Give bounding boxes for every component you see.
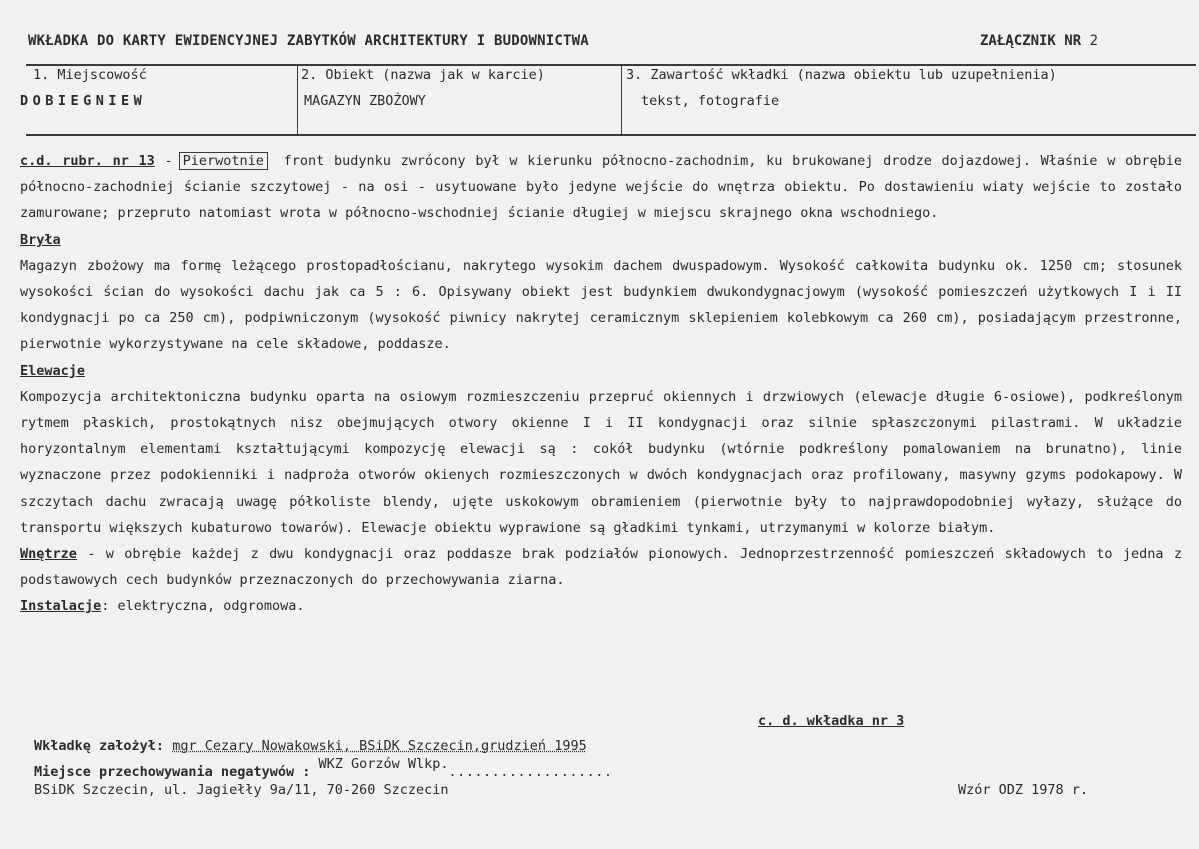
founder-line <box>34 738 587 754</box>
heading-elewacje: Elewacje <box>20 362 86 379</box>
table-divider-2 <box>621 64 622 136</box>
object-value: MAGAZYN ZBOŻOWY <box>304 93 426 109</box>
location-label: 1. Miejscowość <box>33 67 147 83</box>
paragraph-wnetrze <box>20 541 1182 593</box>
founder-label: Wkładkę założył: <box>34 738 165 754</box>
origin-text: front budynku zwrócony był w kierunku północno-zachodnim, ku brukowanej drodze dojazdowej. Właśnie w obrębie północno-zachodniej ścianie szczytowej - na osi - usytuowane było jedyne wejście do wnętrza obiektu. Po dostawieniu wiaty wejście to zostało zamurowane; przepruto natomiast wrota w północno-wschodniej ścianie długiej w miejscu skrajnego okna wschodniego. <box>20 153 1182 222</box>
contents-value: tekst, fotografie <box>641 93 780 109</box>
form-title: WKŁADKA DO KARTY EWIDENCYJNEJ ZABYTKÓW ARCHITEKTURY I BUDOWNICTWA <box>28 33 589 49</box>
wnetrze-text: - w obrębie każdej z dwu kondygnacji oraz poddasze brak podziałów pionowych. Jednoprzestrzenność pomieszczeń składowych to jedna z podstawowych cech budynków przeznaczonych do przechowywania ziarna. <box>20 546 1182 589</box>
negatives-dots: ................... <box>448 764 613 780</box>
table-bottom-rule <box>26 134 1196 136</box>
body-text <box>20 148 1182 620</box>
location-value: DOBIEGNIEW <box>20 93 147 109</box>
negatives-line <box>34 756 613 780</box>
paragraph-bryla: Magazyn zbożowy ma formę leżącego prostopadłościanu, nakrytego wysokim dachem dwuspadowym. Wysokość całkowita budynku ok. 1250 cm; stosunek wysokości ścian do wysokości dachu jak ca 5 : 6. Opisywany obiekt jest budynkiem dwukondygnacjowym (wysokość pomieszczeń użytkowych I i II kondygnacji po ca 250 cm), podpiwniczonym (wysokość piwnicy nakrytej ceramicznym sklepieniem kolebkowym ca 260 cm), posiadającym przestronne, pierwotnie wykorzystywane na cele składowe, poddasze. <box>20 257 1182 353</box>
form-version: Wzór ODZ 1978 r. <box>958 782 1089 798</box>
heading-bryla: Bryła <box>20 231 61 248</box>
negatives-label: Miejsce przechowywania negatywów : <box>34 764 311 780</box>
annex-value: 2 <box>1089 33 1099 49</box>
dash: - <box>164 153 173 169</box>
contents-label: 3. Zawartość wkładki (nazwa obiektu lub uzupełnienia) <box>626 67 1057 83</box>
heading-instalacje: Instalacje <box>20 598 102 615</box>
founder-value: mgr Cezary Nowakowski, BSiDK Szczecin,grudzień 1995 <box>172 738 587 754</box>
address: BSiDK Szczecin, ul. Jagiełły 9a/11, 70-260 Szczecin <box>34 782 449 798</box>
instalacje-text: : elektryczna, odgromowa. <box>101 598 305 615</box>
paragraph-origin <box>20 148 1182 227</box>
continuation-note: c. d. wkładka nr 3 <box>758 713 905 729</box>
paragraph-instalacje <box>20 593 1182 619</box>
table-divider-1 <box>297 64 298 136</box>
negatives-value: WKZ Gorzów Wlkp. <box>318 756 449 772</box>
object-label: 2. Obiekt (nazwa jak w karcie) <box>301 67 545 83</box>
continuation-ref: c.d. rubr. nr 13 <box>20 153 155 169</box>
boxed-word: Pierwotnie <box>179 152 268 170</box>
paragraph-elewacje: Kompozycja architektoniczna budynku oparta na osiowym rozmieszczeniu przepruć okiennych i drzwiowych (elewacje długie 6-osiowe), podkreślonym rytmem płaskich, prostokątnych nisz obejmujących otwory okienne I i II kondygnacji oraz silnie spłaszczonymi pilastrami. W układzie horyzontalnym elementami kształtującymi kompozycję elewacji są : cokół budynku (wtórnie podkreślony pomalowaniem na brunatno), linie wyznaczone przez podokienniki i nadproża otworów okienych rozmieszczonych w dwóch kondygnacjach oraz profilowany, masywny gzyms podokapowy. W szczytach dachu zwracają uwagę półkoliste blendy, ujęte uskokowym obramieniem (pierwotnie były to najprawdopodobniej wyłazy, służące do transportu większych kubaturowo towarów). Elewacje obiektu wyprawione są gładkimi tynkami, utrzymanymi w kolorze białym. <box>20 388 1182 536</box>
table-top-rule <box>26 64 1196 66</box>
annex-number <box>980 33 1098 49</box>
annex-label: ZAŁĄCZNIK NR <box>980 33 1082 49</box>
heading-wnetrze: Wnętrze <box>20 546 77 563</box>
